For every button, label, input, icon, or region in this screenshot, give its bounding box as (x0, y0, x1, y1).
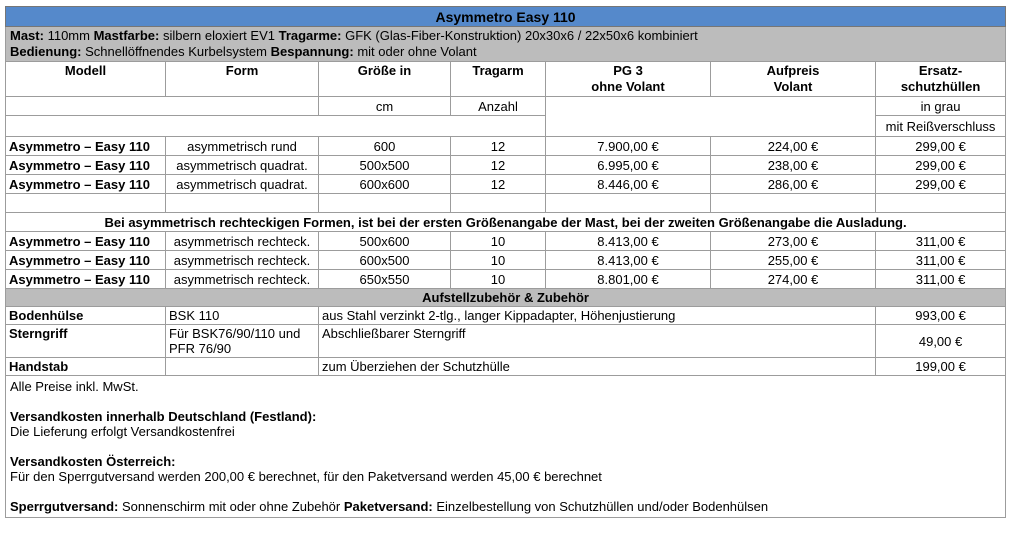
column-header-tragarm: Tragarm (451, 62, 546, 97)
product-price: 6.995,00 € (546, 156, 711, 175)
sperrgut-label: Sperrgutversand: (10, 499, 119, 514)
product-volant-surcharge: 286,00 € (711, 175, 876, 194)
product-form: asymmetrisch rechteck. (166, 232, 319, 251)
product-size: 600x600 (319, 175, 451, 194)
accessory-name: Handstab (6, 358, 166, 376)
rechteck-note: Bei asymmetrisch rechteckigen Formen, ist bei der ersten Größenangabe der Mast, bei der zweiten Größenangabe die Ausladung. (6, 213, 1006, 232)
accessory-price: 49,00 € (876, 325, 1006, 358)
product-volant-surcharge: 224,00 € (711, 137, 876, 156)
product-price: 8.801,00 € (546, 270, 711, 289)
product-cover-price: 311,00 € (876, 251, 1006, 270)
product-row (6, 156, 1006, 175)
product-cover-price: 299,00 € (876, 137, 1006, 156)
accessory-variant (166, 358, 319, 376)
shipping-austria-text: Für den Sperrgutversand werden 200,00 € berechnet, für den Paketversand werden 45,00 € berechnet (10, 469, 602, 484)
subheader-ersatz-zip: mit Reißverschluss (876, 116, 1006, 137)
subheader-row-units (6, 97, 1006, 116)
product-price: 8.446,00 € (546, 175, 711, 194)
product-form: asymmetrisch rechteck. (166, 251, 319, 270)
product-arms: 10 (451, 251, 546, 270)
subheader-tragarm-unit: Anzahl (451, 97, 546, 116)
product-arms: 12 (451, 137, 546, 156)
spacer-row (6, 194, 1006, 213)
accessory-description: aus Stahl verzinkt 2-tlg., langer Kippadapter, Höhenjustierung (319, 307, 876, 325)
subheader-price-empty (546, 97, 876, 137)
product-model: Asymmetro – Easy 110 (6, 232, 166, 251)
product-row (6, 137, 1006, 156)
footer (6, 376, 1006, 518)
product-size: 500x600 (319, 232, 451, 251)
spec-line-1: Mast: 110mm Mastfarbe: silbern eloxiert EV1 Tragarme: GFK (Glas-Fiber-Konstruktion) 20x30x6 / 22x50x6 kombiniert (10, 28, 698, 43)
spec-line-2: Bedienung: Schnellöffnendes Kurbelsystem Bespannung: mit oder ohne Volant (10, 44, 477, 59)
product-arms: 12 (451, 175, 546, 194)
spec-bar (6, 27, 1006, 62)
accessory-variant: BSK 110 (166, 307, 319, 325)
product-cover-price: 311,00 € (876, 232, 1006, 251)
product-form: asymmetrisch rund (166, 137, 319, 156)
product-arms: 10 (451, 270, 546, 289)
column-header-modell: Modell (6, 62, 166, 97)
accessory-row (6, 307, 1006, 325)
sperrgut-text: Sonnenschirm mit oder ohne Zubehör (122, 499, 341, 514)
paket-text: Einzelbestellung von Schutzhüllen und/oder Bodenhülsen (436, 499, 769, 514)
price-table (5, 6, 1006, 518)
accessory-variant: Für BSK76/90/110 und PFR 76/90 (166, 325, 319, 358)
column-header-groesse: Größe in (319, 62, 451, 97)
vat-note: Alle Preise inkl. MwSt. (10, 379, 139, 394)
shipping-definitions (10, 499, 1001, 514)
product-model: Asymmetro – Easy 110 (6, 270, 166, 289)
product-price: 8.413,00 € (546, 232, 711, 251)
product-price: 7.900,00 € (546, 137, 711, 156)
product-model: Asymmetro – Easy 110 (6, 156, 166, 175)
product-volant-surcharge: 273,00 € (711, 232, 876, 251)
product-cover-price: 299,00 € (876, 156, 1006, 175)
subheader-groesse-unit: cm (319, 97, 451, 116)
product-row (6, 270, 1006, 289)
product-size: 600 (319, 137, 451, 156)
column-header-pg3: PG 3 ohne Volant (546, 62, 711, 97)
section-bar (6, 289, 1006, 307)
page-title: Asymmetro Easy 110 (6, 7, 1006, 27)
product-row (6, 251, 1006, 270)
subheader-ersatz-color: in grau (876, 97, 1006, 116)
accessory-row (6, 358, 1006, 376)
column-header-aufpreis: Aufpreis Volant (711, 62, 876, 97)
section-title: Aufstellzubehör & Zubehör (6, 289, 1006, 307)
product-volant-surcharge: 255,00 € (711, 251, 876, 270)
product-size: 650x550 (319, 270, 451, 289)
product-form: asymmetrisch quadrat. (166, 175, 319, 194)
product-volant-surcharge: 274,00 € (711, 270, 876, 289)
product-volant-surcharge: 238,00 € (711, 156, 876, 175)
paket-label: Paketversand: (343, 499, 433, 514)
subheader-empty (6, 97, 319, 116)
product-row (6, 232, 1006, 251)
subheader-empty-2 (6, 116, 546, 137)
product-cover-price: 299,00 € (876, 175, 1006, 194)
column-header-row (6, 62, 1006, 97)
shipping-germany-text: Die Lieferung erfolgt Versandkostenfrei (10, 424, 235, 439)
product-model: Asymmetro – Easy 110 (6, 137, 166, 156)
product-model: Asymmetro – Easy 110 (6, 175, 166, 194)
product-size: 600x500 (319, 251, 451, 270)
accessory-price: 199,00 € (876, 358, 1006, 376)
product-price: 8.413,00 € (546, 251, 711, 270)
product-size: 500x500 (319, 156, 451, 175)
product-arms: 12 (451, 156, 546, 175)
title-bar (6, 7, 1006, 27)
shipping-germany-label: Versandkosten innerhalb Deutschland (Festland): (10, 409, 317, 424)
shipping-austria (10, 454, 1001, 484)
column-header-ersatzschutzhuellen: Ersatz- schutzhüllen (876, 62, 1006, 97)
accessory-description: zum Überziehen der Schutzhülle (319, 358, 876, 376)
column-header-form: Form (166, 62, 319, 97)
accessory-name: Sterngriff (6, 325, 166, 358)
accessory-description: Abschließbarer Sterngriff (319, 325, 876, 358)
product-arms: 10 (451, 232, 546, 251)
product-row (6, 175, 1006, 194)
shipping-austria-label: Versandkosten Österreich: (10, 454, 176, 469)
note-row (6, 213, 1006, 232)
product-model: Asymmetro – Easy 110 (6, 251, 166, 270)
accessory-name: Bodenhülse (6, 307, 166, 325)
product-form: asymmetrisch quadrat. (166, 156, 319, 175)
product-cover-price: 311,00 € (876, 270, 1006, 289)
product-form: asymmetrisch rechteck. (166, 270, 319, 289)
accessory-price: 993,00 € (876, 307, 1006, 325)
shipping-germany (10, 409, 1001, 439)
accessory-row (6, 325, 1006, 358)
